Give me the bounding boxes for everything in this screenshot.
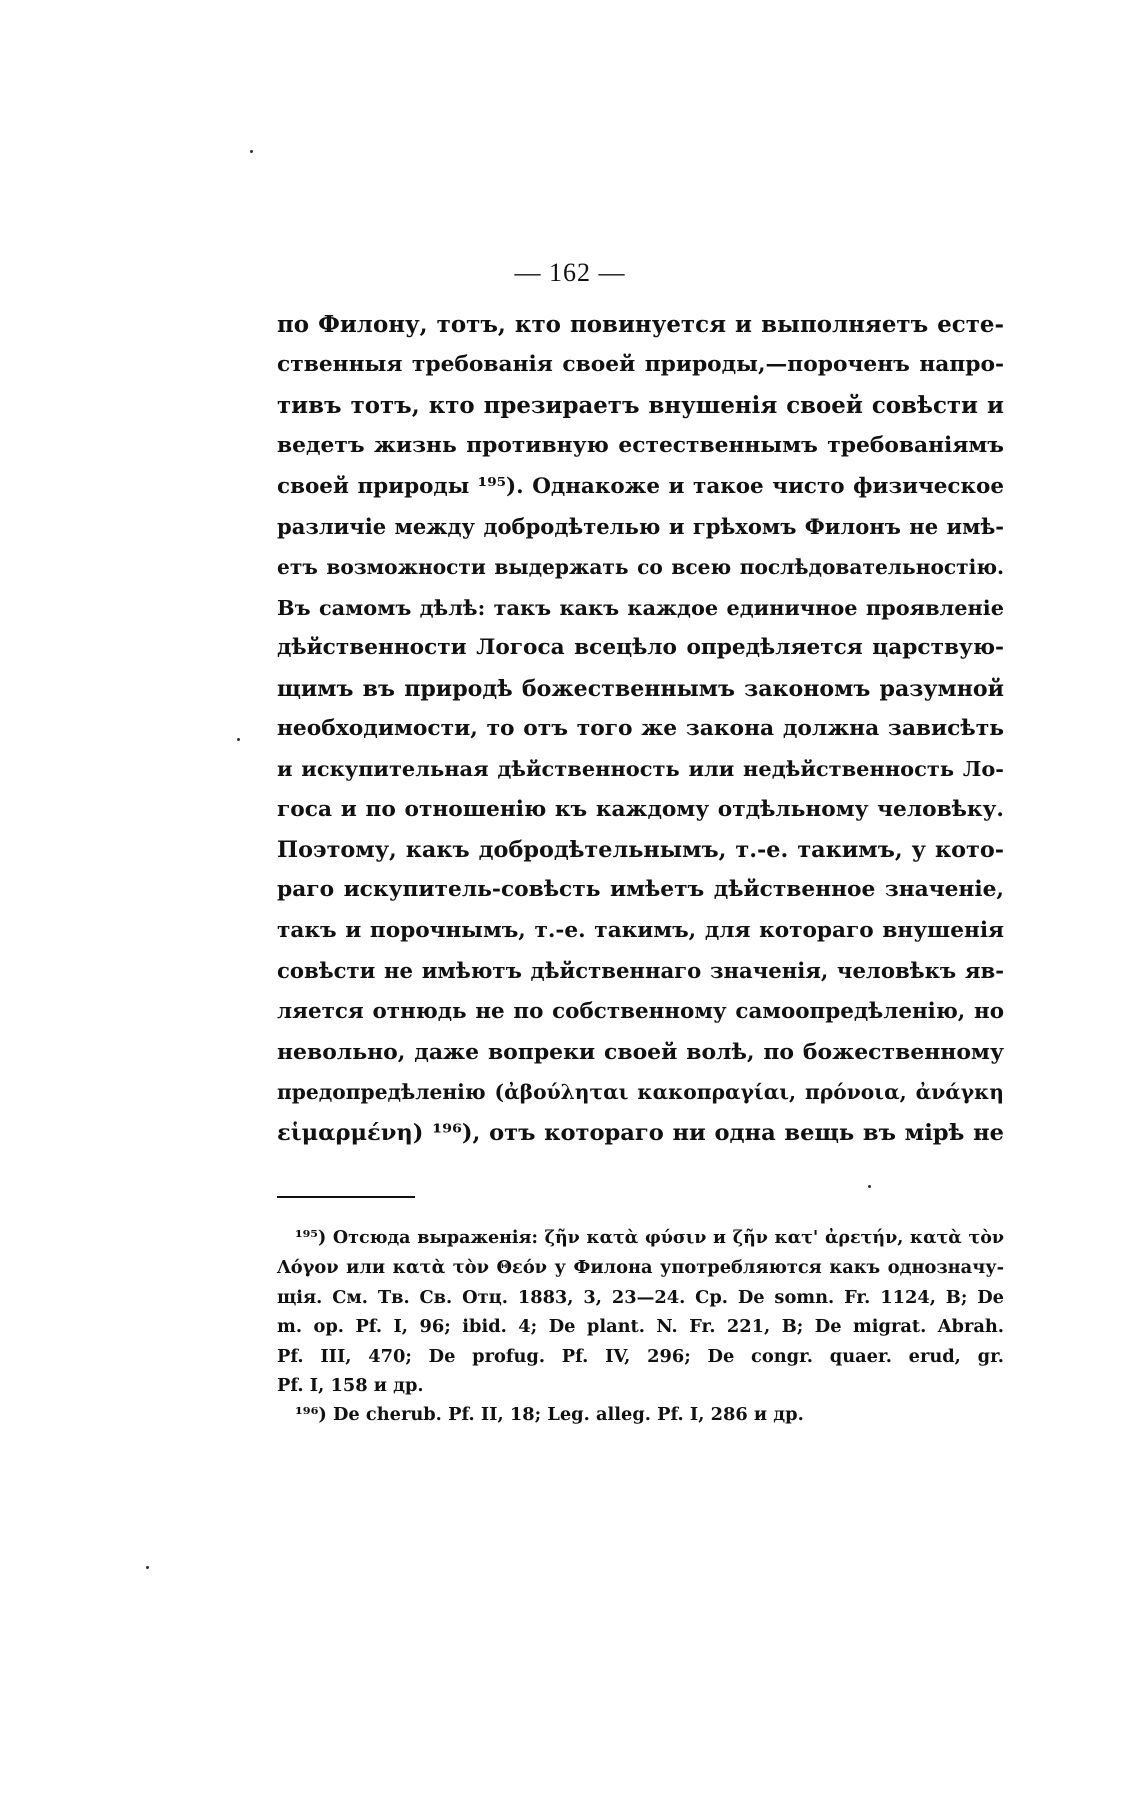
scan-speck (237, 738, 240, 741)
body-line: совѣсти не имѣютъ дѣйственнаго значенія, человѣкъ яв- (277, 958, 1004, 984)
body-line: различіе между добродѣтелью и грѣхомъ Филонъ не имѣ- (277, 513, 1004, 539)
footnote-195-line: щія. См. Тв. Св. Отц. 1883, 3, 23—24. Ср. De somn. Fr. 1124, B; De (277, 1286, 1004, 1308)
body-line: ведетъ жизнь противную естественнымъ требованіямъ (277, 433, 1004, 459)
body-line: дѣйственности Логоса всецѣло опредѣляется царствую- (277, 635, 1004, 661)
footnotes (277, 1224, 1004, 1430)
footnote-195-line: ¹⁹⁵) Отсюда выраженія: ζῆν κατὰ φύσιν и ζῆν κατ' ἀρετήν, κατὰ τὸν (295, 1228, 1004, 1248)
footnote-195-line: Pf. III, 470; De profug. Pf. IV, 296; De congr. quaer. erud, gr. (277, 1345, 1004, 1367)
body-line: ственныя требованія своей природы,—пороченъ напро- (277, 352, 1004, 378)
body-line: невольно, даже вопреки своей волѣ, по божественному (277, 1039, 1004, 1066)
scan-speck (146, 1566, 149, 1569)
body-line: раго искупитель-совѣсть имѣетъ дѣйственное значеніе, (277, 877, 1004, 903)
body-line: тивъ тотъ, кто презираетъ внушенія своей совѣсти и (277, 392, 1004, 419)
footnote-195-line: Pf. I, 158 и др. (277, 1374, 424, 1396)
body-line: такъ и порочнымъ, т.-е. такимъ, для котораго внушенія (277, 917, 1004, 943)
body-line: по Филону, тотъ, кто повинуется и выполняетъ есте- (277, 311, 1004, 338)
body-text (277, 305, 1004, 1153)
body-line: необходимости, то отъ того же закона должна зависѣть (277, 715, 1004, 741)
body-line: етъ возможности выдержать со всею послѣдовательностію. (277, 555, 1004, 580)
body-line: Въ самомъ дѣлѣ: такъ какъ каждое единичное проявленіе (277, 594, 1004, 620)
footnote-separator (277, 1196, 415, 1198)
body-line: ляется отнюдь не по собственному самоопредѣленію, но (277, 998, 1004, 1024)
body-line: госа и по отношенію къ каждому отдѣльному человѣку. (277, 796, 1004, 822)
footnote-195-line: Λόγον или κατὰ τὸν Θεόν у Филона употребляются какъ однозначу- (277, 1257, 1004, 1279)
body-line: εἱμαρμένη) ¹⁹⁶), отъ котораго ни одна вещь въ мірѣ не (277, 1119, 1004, 1146)
scan-speck (250, 150, 253, 153)
body-line: своей природы ¹⁹⁵). Однакоже и такое чисто физическое (277, 473, 1004, 499)
page-number: — 162 — (514, 258, 626, 287)
body-line: и искупительная дѣйственность или недѣйственность Ло- (277, 756, 1004, 782)
body-line: Поэтому, какъ добродѣтельнымъ, т.-е. такимъ, у кото- (277, 837, 1004, 864)
footnote-196-line: ¹⁹⁶) De cherub. Pf. II, 18; Leg. alleg. Pf. I, 286 и др. (295, 1404, 804, 1426)
footnote-195-line: m. op. Pf. I, 96; ibid. 4; De plant. N. Fr. 221, B; De migrat. Abrah. (277, 1316, 1004, 1338)
scan-speck (868, 1185, 871, 1188)
body-line: предопредѣленію (ἀβούληται κακοπραγίαι, πρόνοια, ἀνάγκη (277, 1080, 1004, 1105)
body-line: щимъ въ природѣ божественнымъ закономъ разумной (277, 675, 1004, 702)
